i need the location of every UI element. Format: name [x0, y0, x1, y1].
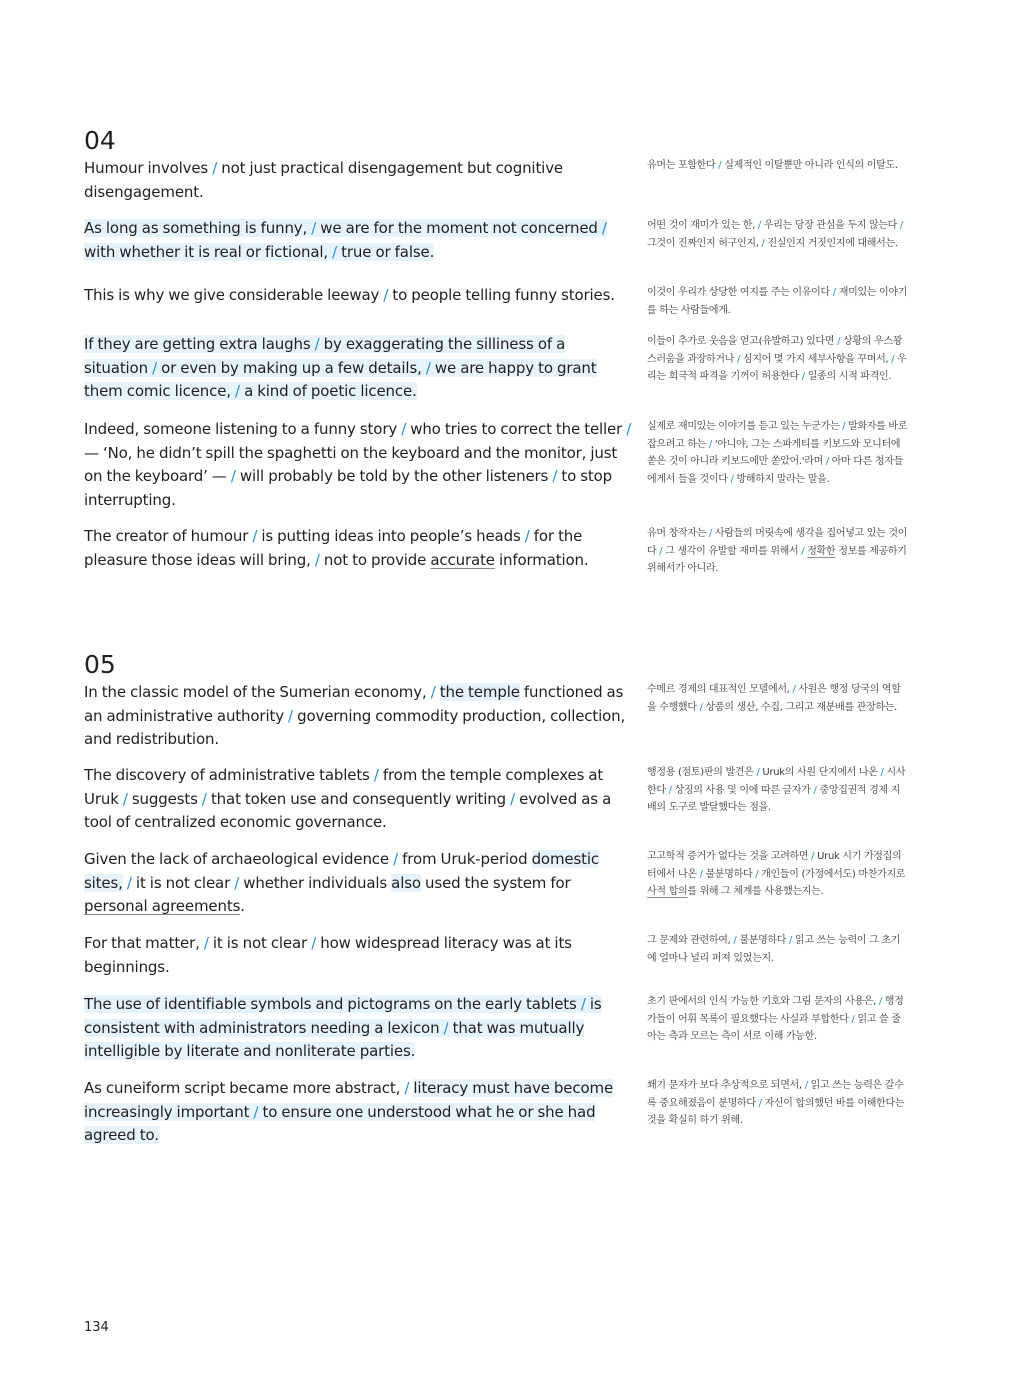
highlighted-phrase: is consistent with administrators needing a lexicon [84, 995, 602, 1037]
text-segment: 발화자를 바로잡으려고 하는 [647, 421, 908, 450]
chunk-divider-slash: / [708, 528, 712, 539]
text-segment: 이것이 우리가 상당한 여지를 주는 이유이다 [647, 287, 833, 298]
highlighted-phrase: literacy must have become increasingly important [84, 1079, 614, 1121]
chunk-divider-slash: / [252, 527, 258, 545]
english-paragraph [84, 1077, 632, 1148]
underlined-phrase: accurate [430, 550, 495, 569]
text-segment: 유머 창작자는 [647, 528, 709, 539]
highlighted-phrase: If they are getting extra laughs [84, 335, 315, 353]
text-segment: 읽고 쓰는 능력이 그 초기에 얼마나 널리 퍼져 있었는지. [647, 935, 901, 964]
chunk-divider-slash: / [234, 873, 240, 892]
korean-translation [647, 217, 909, 252]
text-segment: As cuneiform script became more abstract, [84, 1079, 405, 1097]
korean-translation [647, 764, 909, 817]
text-segment: In the classic model of the Sumerian economy, [84, 683, 431, 701]
chunk-divider-slash: / [891, 353, 895, 365]
text-segment: that token use and consequently writing [206, 789, 511, 808]
chunk-divider-slash: / [404, 1079, 410, 1097]
chunk-divider-slash: / [789, 935, 793, 946]
text-segment: 우리는 당장 관심을 두지 않는다 [760, 220, 900, 231]
text-segment: functioned as an administrative authority [84, 683, 624, 725]
chunk-divider-slash: / [737, 353, 741, 365]
chunk-divider-slash: / [443, 1018, 449, 1037]
chunk-divider-slash: / [880, 767, 884, 778]
text-segment: to people telling funny stories. [388, 286, 615, 304]
chunk-divider-slash: / [878, 996, 882, 1007]
text-segment: 상황의 우스꽝스러움을 과장하거나 [647, 336, 903, 365]
highlighted-phrase: true or false. [337, 242, 435, 261]
text-segment: 이들이 추가로 웃음을 얻고(유발하고) 있다면 [647, 336, 838, 347]
text-segment: 방해하지 말라는 말을. [733, 473, 830, 485]
underlined-phrase: 사적 합의 [647, 886, 688, 898]
chunk-divider-slash: / [626, 420, 632, 438]
chunk-divider-slash: / [733, 935, 737, 946]
chunk-divider-slash: / [801, 371, 805, 383]
chunk-divider-slash: / [373, 766, 379, 784]
chunk-divider-slash: / [699, 701, 703, 713]
page-number: 134 [84, 1320, 109, 1335]
text-segment: it is not clear [131, 873, 235, 892]
english-paragraph [84, 525, 632, 572]
chunk-divider-slash: / [758, 1097, 762, 1109]
chunk-divider-slash: / [235, 382, 240, 401]
text-segment: 행정용 (점토)판의 발견은 [647, 767, 757, 778]
underlined-phrase: personal agreements [84, 897, 241, 916]
text-segment: 유머는 포함한다 [647, 160, 719, 171]
chunk-divider-slash: / [552, 467, 558, 486]
text-segment: 초기 판에서의 인식 가능한 기호와 그림 문자의 사용은, [647, 996, 879, 1007]
chunk-divider-slash: / [811, 851, 815, 862]
section-number: 04 [84, 126, 116, 155]
text-segment: 사원은 행정 당국의 역할을 수행했다 [647, 684, 901, 713]
chunk-divider-slash: / [201, 789, 207, 808]
text-segment: 읽고 쓸 줄 아는 측과 모르는 측이 서로 이해 가능한. [647, 1013, 901, 1043]
text-segment: The discovery of administrative tablets [84, 766, 374, 784]
text-segment: 고고학적 증거가 없다는 것을 고려하면 [647, 851, 812, 862]
chunk-divider-slash: / [425, 358, 431, 377]
chunk-divider-slash: / [755, 868, 759, 880]
chunk-divider-slash: / [383, 286, 389, 304]
chunk-divider-slash: / [212, 159, 218, 177]
highlighted-phrase: by exaggerating the silliness of a situation [84, 335, 566, 377]
underlined-phrase: 정확한 [807, 545, 836, 557]
text-segment: 자신이 합의했던 바를 이해한다는 것을 확실히 하기 위해. [647, 1097, 905, 1127]
text-segment: Humour involves [84, 159, 213, 177]
text-segment: governing commodity production, collection, and redistribution. [84, 706, 626, 749]
highlighted-phrase: we are for the moment not concerned [316, 219, 602, 237]
highlighted-phrase: also [391, 873, 421, 892]
text-segment: 사람들의 머릿속에 생각을 집어넣고 있는 것이다 [647, 528, 908, 557]
text-segment: 정보를 제공하기 위해서가 아니라. [647, 545, 907, 575]
text-segment: 상징의 사용 및 이에 따른 글자가 [671, 784, 814, 796]
text-segment: 불분명하다 [736, 935, 790, 946]
section-number: 05 [84, 650, 116, 679]
text-segment: . [240, 897, 245, 916]
text-segment: not just practical disengagement but cognitive disengagement. [84, 159, 564, 201]
chunk-divider-slash: / [801, 545, 805, 557]
english-paragraph [84, 993, 632, 1064]
chunk-divider-slash: / [668, 784, 672, 796]
chunk-divider-slash: / [842, 421, 846, 432]
text-segment: how widespread literacy was at its beginnings. [84, 934, 572, 976]
text-segment: 수메르 경제의 대표적인 모델에서, [647, 684, 793, 695]
text-segment: to stop interrupting. [84, 467, 613, 509]
text-segment: it is not clear [208, 934, 312, 952]
highlighted-phrase: with whether it is real or fictional, [84, 242, 333, 261]
korean-translation [647, 333, 909, 386]
text-segment: 를 위해 그 체계를 사용했는지는. [687, 886, 824, 898]
text-segment: 심지어 몇 가지 세부사항을 꾸며서, [740, 353, 892, 365]
highlighted-phrase: to ensure one understood what he or she had agreed to. [84, 1102, 596, 1145]
english-paragraph [84, 764, 632, 835]
chunk-divider-slash: / [230, 467, 236, 486]
korean-translation [647, 993, 909, 1046]
chunk-divider-slash: / [122, 789, 128, 808]
english-paragraph [84, 418, 632, 512]
text-segment: 쐐기 문자가 보다 추상적으로 되면서, [647, 1080, 805, 1091]
text-segment: from the temple complexes at Uruk [84, 766, 604, 808]
english-paragraph [84, 681, 632, 752]
chunk-divider-slash: / [832, 287, 836, 298]
chunk-divider-slash: / [152, 358, 157, 377]
text-segment: 행정가들이 어휘 목록이 필요했다는 사실과 부합한다 [647, 996, 904, 1025]
chunk-divider-slash: / [253, 1102, 259, 1121]
chunk-divider-slash: / [314, 335, 320, 353]
chunk-divider-slash: / [708, 438, 712, 450]
chunk-divider-slash: / [203, 934, 209, 952]
text-segment: The creator of humour [84, 527, 253, 545]
chunk-divider-slash: / [792, 684, 796, 695]
text-segment: 그 생각이 유발할 재미를 위해서 [662, 545, 802, 557]
text-segment: 우리는 희극적 파격을 기꺼이 허용한다 [647, 353, 907, 383]
english-paragraph [84, 217, 632, 264]
text-segment: 진실인지 거짓인지에 대해서는. [764, 237, 898, 249]
chunk-divider-slash: / [311, 934, 317, 952]
text-segment: Uruk의 사원 단지에서 나온 [759, 767, 881, 778]
text-segment: whether individuals [239, 873, 392, 892]
chunk-divider-slash: / [659, 545, 663, 557]
text-segment: who tries to correct the teller [406, 420, 627, 438]
chunk-divider-slash: / [730, 473, 734, 485]
chunk-divider-slash: / [851, 1013, 855, 1025]
chunk-divider-slash: / [314, 550, 320, 569]
korean-translation [647, 525, 909, 578]
chunk-divider-slash: / [825, 456, 829, 468]
text-segment: 시사한다 [647, 767, 906, 796]
text-segment: for the pleasure those ideas will bring, [84, 527, 583, 569]
highlighted-phrase: or even by making up a few details, [156, 358, 426, 377]
text-segment: information. [494, 550, 589, 569]
highlighted-phrase: the temple [439, 683, 520, 701]
chunk-divider-slash: / [761, 237, 765, 249]
text-segment: Uruk 시기 가정집의 터에서 나온 [647, 851, 902, 880]
highlighted-phrase: a kind of poetic licence. [239, 382, 417, 401]
chunk-divider-slash: / [332, 242, 338, 261]
text-segment: This is why we give considerable leeway [84, 286, 384, 304]
chunk-divider-slash: / [311, 219, 317, 237]
text-segment: used the system for [420, 873, 571, 892]
text-segment: not to provide [319, 550, 431, 569]
text-segment: from Uruk-period [398, 850, 532, 868]
korean-translation [647, 284, 909, 319]
text-segment: Indeed, someone listening to a funny story [84, 420, 402, 438]
chunk-divider-slash: / [601, 219, 607, 237]
chunk-divider-slash: / [757, 220, 761, 231]
highlighted-phrase: The use of identifiable symbols and pictograms on the early tablets [84, 995, 581, 1013]
text-segment: '아니야, 그는 스파게티를 키보드와 모니터에 쏟은 것이 아니라 키보드에만 쏟았어.'라며 [647, 438, 901, 468]
chunk-divider-slash: / [837, 336, 841, 347]
english-paragraph [84, 333, 632, 404]
highlighted-phrase: As long as something is funny, [84, 219, 312, 237]
english-paragraph [84, 157, 632, 204]
korean-translation [647, 932, 909, 967]
text-segment: will probably be told by the other listeners [235, 467, 553, 486]
text-segment: 재미있는 이야기를 하는 사람들에게. [647, 287, 908, 316]
korean-translation [647, 1077, 909, 1130]
chunk-divider-slash: / [393, 850, 399, 868]
chunk-divider-slash: / [430, 683, 436, 701]
text-segment: 읽고 쓰는 능력은 갈수록 중요해졌음이 분명하다 [647, 1080, 904, 1109]
text-segment: 아마 다른 청자들에게서 들을 것이다 [647, 456, 904, 485]
text-segment: suggests [127, 789, 202, 808]
text-segment: 중앙집권적 경제 지배의 도구로 발달했다는 점을. [647, 784, 901, 814]
text-segment: For that matter, [84, 934, 204, 952]
chunk-divider-slash: / [813, 784, 817, 796]
highlighted-phrase: we are happy to grant them comic licence, [84, 358, 597, 401]
korean-translation [647, 848, 909, 901]
chunk-divider-slash: / [699, 868, 703, 880]
text-segment: 그 문제와 관련하여, [647, 935, 734, 946]
chunk-divider-slash: / [718, 160, 722, 171]
text-segment: 어떤 것이 재미가 있는 한, [647, 220, 758, 231]
chunk-divider-slash: / [580, 995, 586, 1013]
chunk-divider-slash: / [126, 873, 132, 892]
chunk-divider-slash: / [756, 767, 760, 778]
text-segment: is putting ideas into people’s heads [257, 527, 525, 545]
text-segment: 일종의 시적 파격인. [804, 371, 892, 383]
text-segment: evolved as a tool of centralized economic governance. [84, 789, 612, 832]
korean-translation [647, 157, 909, 175]
chunk-divider-slash: / [524, 527, 530, 545]
highlighted-phrase: domestic sites, [84, 850, 600, 892]
korean-translation [647, 681, 909, 716]
korean-translation [647, 418, 909, 488]
text-segment: — ‘No, he didn’t spill the spaghetti on the keyboard and the monitor, just on the keyboard’ — [84, 443, 618, 486]
text-segment: Given the lack of archaeological evidence [84, 850, 394, 868]
english-paragraph [84, 848, 632, 919]
chunk-divider-slash: / [899, 220, 903, 231]
text-segment: 그것이 진짜인지 허구인지, [647, 237, 762, 249]
chunk-divider-slash: / [288, 706, 293, 725]
english-paragraph [84, 932, 632, 979]
text-segment: 개인들이 (가정에서도) 마찬가지로 [758, 868, 906, 880]
chunk-divider-slash: / [401, 420, 407, 438]
english-paragraph [84, 284, 632, 308]
text-segment: 불분명하다 [702, 868, 756, 880]
chunk-divider-slash: / [804, 1080, 808, 1091]
chunk-divider-slash: / [510, 789, 515, 808]
text-segment: 실제적인 이탈뿐만 아니라 인식의 이탈도. [721, 160, 898, 171]
text-segment: 실제로 재미있는 이야기를 듣고 있는 누군가는 [647, 421, 843, 432]
text-segment: 상품의 생산, 수집, 그리고 재분배를 관장하는. [702, 701, 898, 713]
highlighted-phrase: that was mutually intelligible by literate and nonliterate parties. [84, 1018, 585, 1061]
